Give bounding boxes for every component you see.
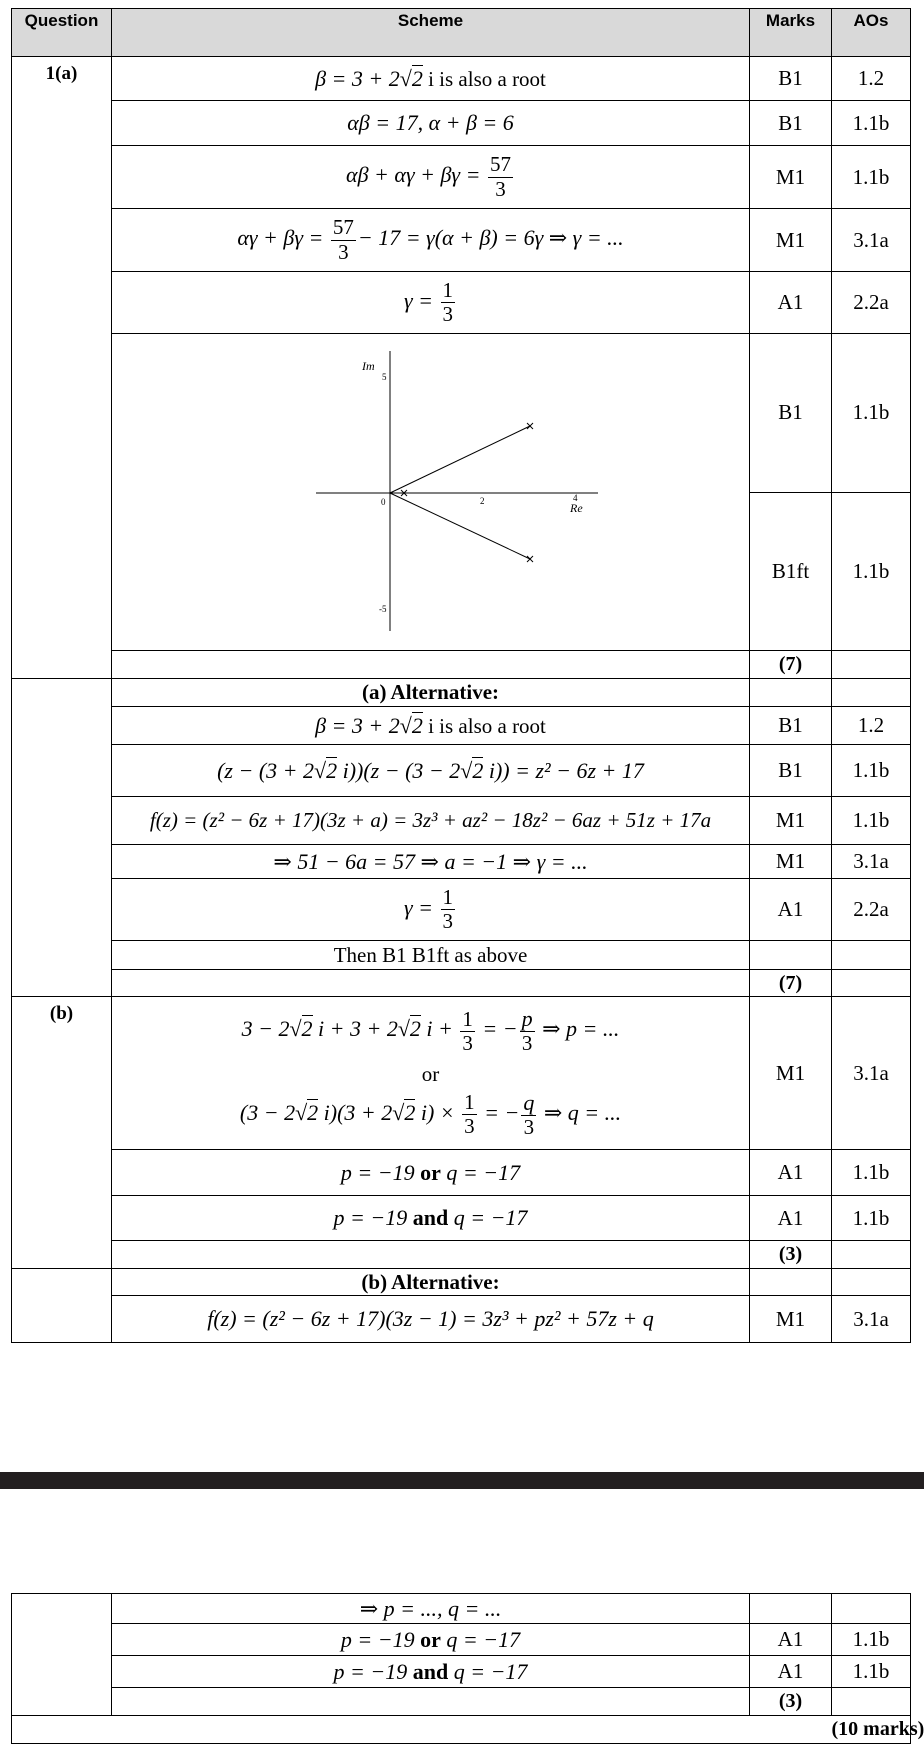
ao-cell: 1.2 <box>832 707 911 745</box>
table-row <box>12 272 911 334</box>
mark-cell: B1 <box>750 334 832 493</box>
scheme-cell <box>112 797 750 845</box>
scheme-cell <box>112 845 750 879</box>
part-b-total: (3) <box>750 1241 832 1269</box>
scheme-alt-a-row4: ⇒ 51 − 6a = 57 ⇒ a = −1 ⇒ γ = ... <box>273 848 588 874</box>
scheme-b-m1-line1: 3 − 2√2 i + 3 + 2√2 i + $\frac{1}{3}$ = − $\frac{p}{3}$ ⇒ p = ... <box>241 1006 620 1056</box>
table-row <box>12 941 911 970</box>
table-row <box>12 1594 911 1624</box>
ao-cell: 1.2 <box>832 57 911 101</box>
alt-a-heading: (a) Alternative: <box>112 679 750 707</box>
tick-label-origin: 0 <box>381 497 386 507</box>
mark-cell-empty <box>750 1269 832 1296</box>
mark-cell: B1 <box>750 101 832 146</box>
table-row <box>12 707 911 745</box>
ao-cell <box>832 941 911 970</box>
table-row <box>12 845 911 879</box>
header-row <box>12 9 911 57</box>
mark-cell <box>750 941 832 970</box>
ao-cell-empty <box>832 1241 911 1269</box>
scheme-b-row2: p = −19 or q = −17 <box>340 1159 521 1185</box>
mark-scheme-table-continued <box>11 1593 924 1744</box>
mark-cell: M1 <box>750 797 832 845</box>
table-row <box>12 334 911 493</box>
table-row <box>12 1241 911 1269</box>
question-cell-empty <box>12 679 112 997</box>
ao-cell: 1.1b <box>832 1196 911 1241</box>
mark-cell: M1 <box>750 845 832 879</box>
table-row <box>12 1716 911 1744</box>
ao-cell: 3.1a <box>832 997 911 1150</box>
table-row <box>12 797 911 845</box>
table-row <box>12 679 911 707</box>
part-a-total: (7) <box>750 651 832 679</box>
mark-cell: B1ft <box>750 492 832 651</box>
question-header: Question <box>12 9 112 57</box>
scheme-alt-b-cont3: p = −19 and q = −17 <box>333 1658 528 1684</box>
ao-cell: 1.1b <box>832 492 911 651</box>
scheme-cell-empty <box>112 1688 750 1716</box>
mark-cell: A1 <box>750 879 832 941</box>
question-cell-empty <box>12 1594 112 1716</box>
question-cell-empty <box>12 1269 112 1343</box>
tick-label-x-4: 4 <box>573 493 578 503</box>
scheme-b-or: or <box>421 1061 440 1086</box>
question-label-1a: 1(a) <box>12 57 112 679</box>
ao-cell: 2.2a <box>832 272 911 334</box>
mark-cell: A1 <box>750 272 832 334</box>
table-row <box>12 1150 911 1196</box>
marks-header: Marks <box>750 9 832 57</box>
table-row <box>12 879 911 941</box>
mark-cell-empty <box>750 1594 832 1624</box>
scheme-alt-a-row3: f(z) = (z² − 6z + 17)(3z + a) = 3z³ + az² − 18z² − 6az + 51z + 17a <box>149 808 712 832</box>
mark-cell: A1 <box>750 1656 832 1688</box>
mark-cell: M1 <box>750 209 832 272</box>
ao-cell-empty <box>832 651 911 679</box>
table-row <box>12 57 911 101</box>
ao-cell: 3.1a <box>832 209 911 272</box>
table-row <box>12 1269 911 1296</box>
mark-cell: B1 <box>750 57 832 101</box>
scheme-alt-b-cont2: p = −19 or q = −17 <box>340 1626 521 1652</box>
question-label-b: (b) <box>12 997 112 1269</box>
scheme-b-m1-line2: (3 − 2√2 i)(3 + 2√2 i) × $\frac{1}{3}$ = − $\frac{q}{3}$ ⇒ q = ... <box>239 1089 622 1139</box>
scheme-a-row4: αγ + βγ = $\frac{57}{3}$ − 17 = γ(α + β) = 6γ ⇒ γ = ... <box>237 215 624 264</box>
argand-diagram-cell <box>112 334 750 651</box>
scheme-cell <box>112 272 750 334</box>
table-row <box>12 209 911 272</box>
ao-cell-empty <box>832 679 911 707</box>
scheme-alt-b-m1: f(z) = (z² − 6z + 17)(3z − 1) = 3z³ + pz² + 57z + q <box>207 1306 654 1331</box>
mark-cell: M1 <box>750 997 832 1150</box>
root-marker-beta <box>527 423 533 429</box>
table-row <box>12 146 911 209</box>
table-row <box>12 1196 911 1241</box>
mark-cell: A1 <box>750 1196 832 1241</box>
ao-cell: 1.1b <box>832 101 911 146</box>
table-row <box>12 1688 911 1716</box>
scheme-a-row3: αβ + αγ + βγ = $\frac{57}{3}$ <box>346 152 511 201</box>
alt-b-heading: (b) Alternative: <box>112 1269 750 1296</box>
mark-cell: M1 <box>750 146 832 209</box>
scheme-cell <box>112 1594 750 1624</box>
ao-cell: 1.1b <box>832 797 911 845</box>
scheme-b-row3: p = −19 and q = −17 <box>333 1205 528 1230</box>
scheme-cell <box>112 997 750 1150</box>
mark-cell: A1 <box>750 1624 832 1656</box>
scheme-cell <box>112 1656 750 1688</box>
scheme-cell <box>112 879 750 941</box>
scheme-a-row2: αβ = 17, α + β = 6 <box>347 110 514 135</box>
scheme-cell <box>112 146 750 209</box>
grand-total-label: (10 marks) <box>831 1718 924 1740</box>
mark-cell: B1 <box>750 745 832 797</box>
alt-a-total: (7) <box>750 970 832 997</box>
table-row <box>12 997 911 1150</box>
tick-label-y-bottom: -5 <box>379 604 387 614</box>
root-marker-alpha <box>527 556 533 562</box>
mark-cell-empty <box>750 679 832 707</box>
ao-cell: 1.1b <box>832 334 911 493</box>
ao-cell: 1.1b <box>832 1624 911 1656</box>
ao-cell: 1.1b <box>832 146 911 209</box>
line-to-root-beta <box>390 426 530 493</box>
scheme-header: Scheme <box>112 9 750 57</box>
scheme-a-row1: β = 3 + 2√2 i is also a root <box>315 65 546 91</box>
scheme-cell <box>112 707 750 745</box>
scheme-alt-b-cont1: ⇒ p = ..., q = ... <box>359 1595 502 1621</box>
table-row <box>12 970 911 997</box>
grand-total <box>831 1716 924 1744</box>
scheme-cell <box>112 101 750 146</box>
scheme-cell-empty <box>112 1241 750 1269</box>
page-break-bar <box>0 1472 924 1489</box>
line-to-root-alpha <box>390 493 530 559</box>
scheme-cell <box>112 1150 750 1196</box>
scheme-cell <box>112 1196 750 1241</box>
scheme-a-row5: γ = $\frac{1}{3}$ <box>403 277 453 326</box>
scheme-cell-empty <box>112 970 750 997</box>
mark-scheme-table <box>11 8 911 1343</box>
ao-cell: 3.1a <box>832 1296 911 1343</box>
aos-header: AOs <box>832 9 911 57</box>
table-row <box>12 1656 911 1688</box>
mark-cell: M1 <box>750 1296 832 1343</box>
mark-cell: B1 <box>750 707 832 745</box>
ao-cell: 1.1b <box>832 1150 911 1196</box>
table-row <box>12 101 911 146</box>
table-row <box>12 1296 911 1343</box>
im-axis-label: Im <box>362 359 375 373</box>
scheme-cell <box>112 745 750 797</box>
scheme-cell <box>112 57 750 101</box>
ao-cell-empty <box>832 1688 911 1716</box>
scheme-cell <box>112 1624 750 1656</box>
ao-cell-empty <box>832 1594 911 1624</box>
scheme-cell-empty <box>112 651 750 679</box>
grand-total-spacer <box>12 1716 832 1744</box>
table-row <box>12 1624 911 1656</box>
ao-cell: 1.1b <box>832 1656 911 1688</box>
tick-label-y-top: 5 <box>382 372 387 382</box>
scheme-cell <box>112 209 750 272</box>
tick-label-x-2: 2 <box>480 496 485 506</box>
mark-cell: A1 <box>750 1150 832 1196</box>
table-row <box>12 745 911 797</box>
alt-b-total: (3) <box>750 1688 832 1716</box>
scheme-cell <box>112 1296 750 1343</box>
scheme-alt-a-row1: β = 3 + 2√2 i is also a root <box>315 712 546 738</box>
ao-cell: 3.1a <box>832 845 911 879</box>
argand-diagram <box>112 334 750 650</box>
scheme-alt-a-row5: γ = $\frac{1}{3}$ <box>403 884 453 933</box>
table-row <box>12 651 911 679</box>
ao-cell-empty <box>832 1269 911 1296</box>
ao-cell: 2.2a <box>832 879 911 941</box>
scheme-alt-a-row6: Then B1 B1ft as above <box>112 941 750 970</box>
scheme-alt-a-row2: (z − (3 + 2√2 i))(z − (3 − 2√2 i)) = z² − 6z + 17 <box>217 757 644 783</box>
ao-cell-empty <box>832 970 911 997</box>
ao-cell: 1.1b <box>832 745 911 797</box>
re-axis-label: Re <box>570 501 583 515</box>
